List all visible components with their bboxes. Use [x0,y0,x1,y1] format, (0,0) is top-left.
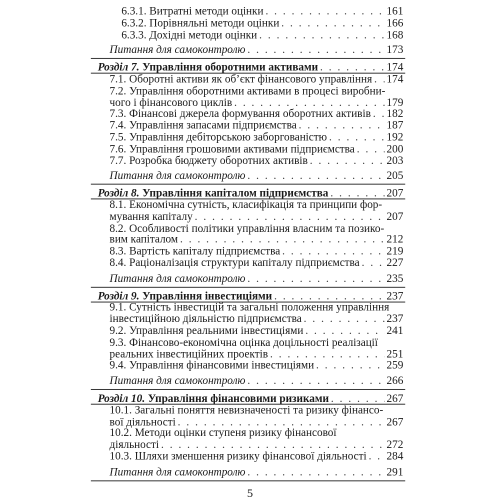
page-ref: 166 [386,17,404,30]
entry-text: 7.4. Управління запасами підприємства [109,119,297,132]
entry-text: 8.2. Особливості політики управління власним та позико- [109,222,385,235]
entry-text: Питання для самоконтролю [109,44,246,56]
toc-entry [121,29,402,41]
toc-entry [110,155,403,167]
toc-entry [110,451,403,463]
toc-entry [110,108,403,120]
toc-entry [110,439,403,451]
toc-entry [110,337,403,349]
entry-text: мування капіталу [109,211,193,223]
dot-leader [362,257,385,269]
toc-entry [110,360,403,372]
dot-leader [259,29,384,41]
page-ref: 200 [386,143,404,156]
section-divider [91,287,405,288]
dot-leader [369,451,385,463]
toc-entry [110,85,403,97]
dot-leader [305,325,384,337]
dot-leader [265,6,384,18]
page-number: 5 [247,486,253,500]
page-ref: 219 [386,245,404,258]
entry-text: 8.3. Вартість капіталу підприємства [109,245,281,258]
entry-text: Розділ 7. Управління оборотними активами [97,61,319,74]
page-ref: 168 [386,29,404,42]
page-ref: 203 [386,155,404,167]
entry-text: 9.3. Фінансово-економічна оцінка доцільності реалізації [109,336,378,349]
page-ref: 241 [386,325,404,337]
page-ref: 267 [386,392,404,405]
dot-leader [247,170,384,182]
page-ref: 237 [386,313,404,326]
entry-text: чого і фінансового циклів [109,97,233,110]
dot-leader [282,246,384,258]
section-divider [91,184,405,185]
toc-entry [110,132,403,144]
section-divider [91,389,405,390]
page-ref: 174 [386,61,404,74]
page-ref: 205 [386,169,404,182]
entry-text: реальних інвестиційних проектів [109,348,269,361]
entry-text: 10.1. Загальні поняття невизначеності та ризику фінансо- [109,404,384,417]
self-check-entry [110,273,403,285]
toc-entry [110,325,403,337]
entry-text: інвестиційною діяльністю підприємства [109,313,302,326]
self-check-entry [110,44,403,56]
toc-entry [110,313,403,325]
toc-entry [110,302,403,314]
page-ref: 259 [386,359,404,372]
entry-text: діяльності [109,439,159,451]
entry-text: 10.2. Методи оцінки ступеня ризику фінансової [109,427,337,440]
entry-text: 9.4. Управління фінансовими інвестиціями [109,359,315,372]
dot-leader [357,143,385,155]
entry-text: Питання для самоконтролю [109,273,246,285]
entry-text: 6.3.2. Порівняльні методи оцінки [121,17,280,30]
dot-leader [373,108,385,120]
entry-text: 7.2. Управління оборотними активами в процесі виробни- [109,85,386,98]
toc-entry [121,18,402,30]
dot-leader [247,44,384,56]
page-ref: 187 [386,119,404,132]
toc-entry [110,143,403,155]
page-ref: 207 [386,211,404,223]
dot-leader [299,120,385,132]
entry-text: 9.1. Сутність інвестицій та загальні положення управління [109,301,390,314]
page-ref: 174 [386,73,404,86]
dot-leader [316,360,385,372]
toc-entry [110,199,403,211]
entry-text: Питання для самоконтролю [109,169,246,182]
toc-entry [110,234,403,246]
toc-entry [110,120,403,132]
entry-text: 7.5. Управління дебіторською заборгованістю [109,131,328,144]
page-ref: 227 [386,257,404,270]
dot-leader [247,375,384,387]
toc-entry [121,6,402,18]
page-ref: 173 [386,44,404,56]
entry-text: 8.1. Економічна сутність, класифікація та принципи фор- [109,199,383,212]
entry-text: 7.3. Фінансові джерела формування оборотних активів [109,108,371,120]
page-ref: 251 [386,348,404,361]
dot-leader [180,234,385,246]
entry-text: 10.3. Шляхи зменшення ризику фінансової діяльності [109,450,367,463]
page-ref: 207 [386,187,404,200]
entry-text: 6.3.3. Дохідні методи оцінки [121,29,258,42]
page-ref: 235 [386,273,404,285]
dot-leader [374,74,384,86]
toc-entry [110,211,403,223]
dot-leader [195,211,385,223]
page-ref: 267 [386,416,404,429]
page-ref: 192 [386,131,404,144]
entry-text: 8.4. Раціоналізація структури капіталу підприємства [109,257,360,270]
dot-leader [281,18,384,30]
entry-text: 9.2. Управління реальними інвестиціями [109,325,304,337]
dot-leader [329,132,385,144]
toc-entry [110,427,403,439]
page-ref: 182 [386,108,404,120]
self-check-entry [110,375,403,387]
entry-text: вим капіталом [109,233,179,246]
toc-entry [110,405,403,417]
dot-leader [247,467,384,479]
toc-entry [110,74,403,86]
page-ref: 284 [386,450,404,463]
dot-leader [310,155,385,167]
toc-entry [110,246,403,258]
self-check-entry [110,467,403,479]
page-ref: 161 [386,5,404,18]
page-ref: 272 [386,439,404,451]
entry-text: 6.3.1. Витратні методи оцінки [121,5,264,18]
section-divider [91,58,405,59]
entry-text: 7.6. Управління грошовими активами підприємства [109,143,355,156]
table-of-contents [4,0,495,479]
entry-text: 7.7. Розробка бюджету оборотних активів [109,155,308,167]
entry-text: 7.1. Оборотні активи як об’єкт фінансового управління [109,73,373,86]
entry-text: Розділ 10. Управління фінансовими ризиками [97,392,329,405]
self-check-entry [110,170,403,182]
entry-text: Питання для самоконтролю [109,466,246,479]
page-ref: 291 [386,466,404,479]
dot-leader [304,313,385,325]
entry-text: Розділ 9. Управління інвестиціями [97,290,273,303]
page-ref: 266 [386,375,404,388]
dot-leader [247,273,384,285]
entry-text: Питання для самоконтролю [109,375,246,388]
page-ref: 237 [386,290,404,303]
entry-text: Розділ 8. Управління капіталом підприємства [97,187,329,200]
page-ref: 179 [386,97,404,110]
entry-text: вої діяльності [109,416,176,429]
page-ref: 212 [386,233,404,246]
toc-entry [110,257,403,269]
dot-leader [161,439,385,451]
section-divider [91,480,405,481]
